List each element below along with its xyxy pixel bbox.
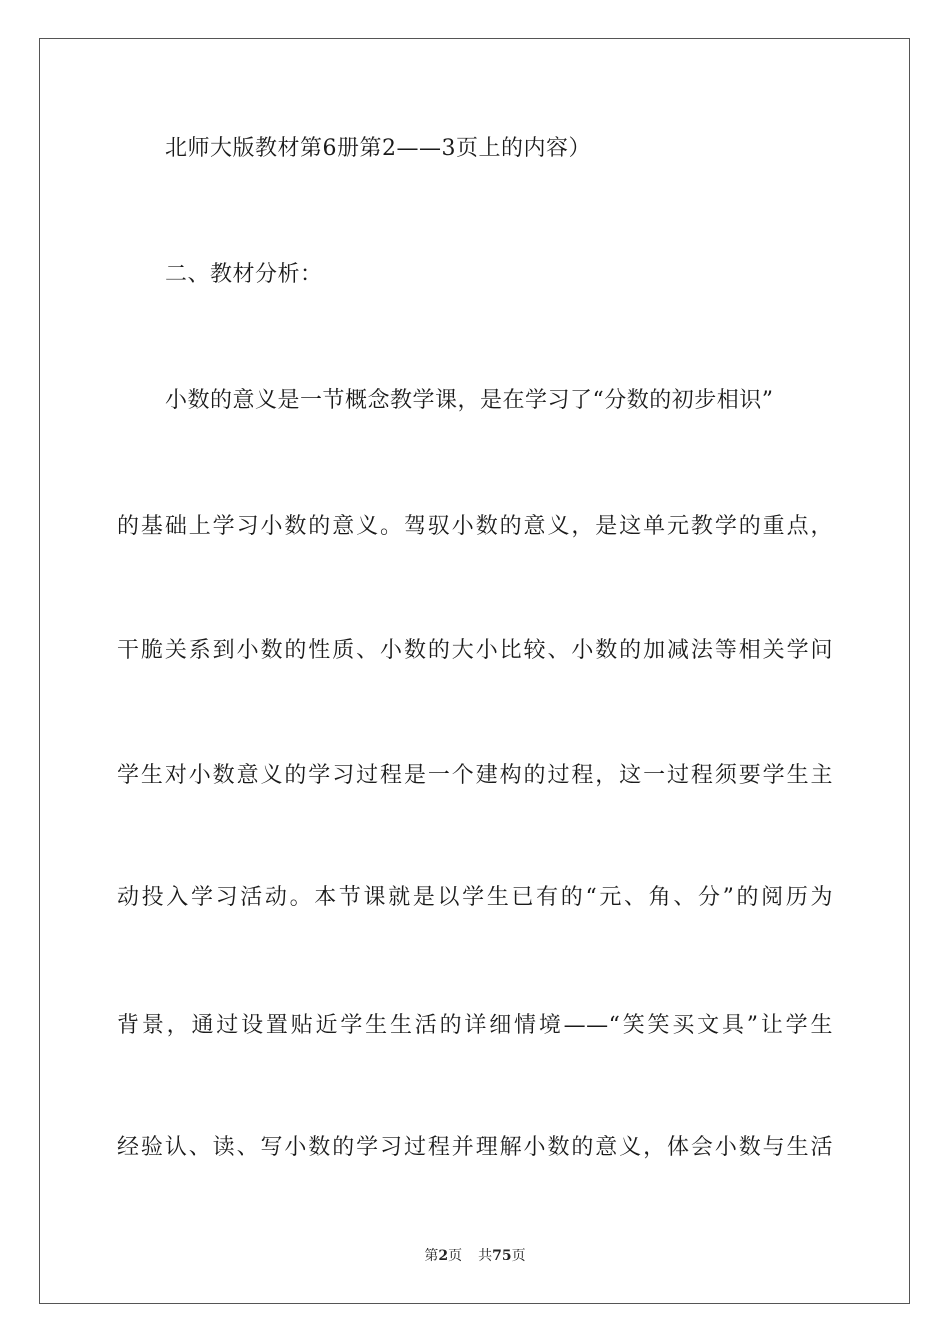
total-prefix: 共	[478, 1248, 493, 1264]
section-heading: 二、教材分析：	[165, 262, 323, 287]
text-line-9: 经验认、读、写小数的学习过程并理解小数的意义，体会小数与生活	[117, 1135, 833, 1160]
total-pages: 75	[492, 1248, 512, 1264]
text-line-5: 干脆关系到小数的性质、小数的大小比较、小数的加减法等相关学问	[117, 638, 833, 663]
text-line-1: 北师大版教材第6册第2——3页上的内容）	[165, 136, 591, 161]
page-frame	[39, 38, 910, 1304]
text-line-8: 背景，通过设置贴近学生生活的详细情境——“笑笑买文具”让学生	[117, 1013, 833, 1038]
text-line-6: 学生对小数意义的学习过程是一个建构的过程，这一过程须要学生主	[117, 763, 833, 788]
text-line-4: 的基础上学习小数的意义。驾驭小数的意义，是这单元教学的重点，	[117, 514, 833, 539]
page-suffix: 页	[448, 1248, 463, 1264]
page-footer	[0, 1247, 950, 1265]
page-prefix: 第	[424, 1248, 439, 1264]
total-suffix: 页	[511, 1248, 526, 1264]
text-line-7: 动投入学习活动。本节课就是以学生已有的“元、角、分”的阅历为	[117, 885, 833, 910]
page-number: 2	[438, 1248, 449, 1264]
text-line-3: 小数的意义是一节概念教学课，是在学习了“分数的初步相识”	[165, 388, 774, 413]
